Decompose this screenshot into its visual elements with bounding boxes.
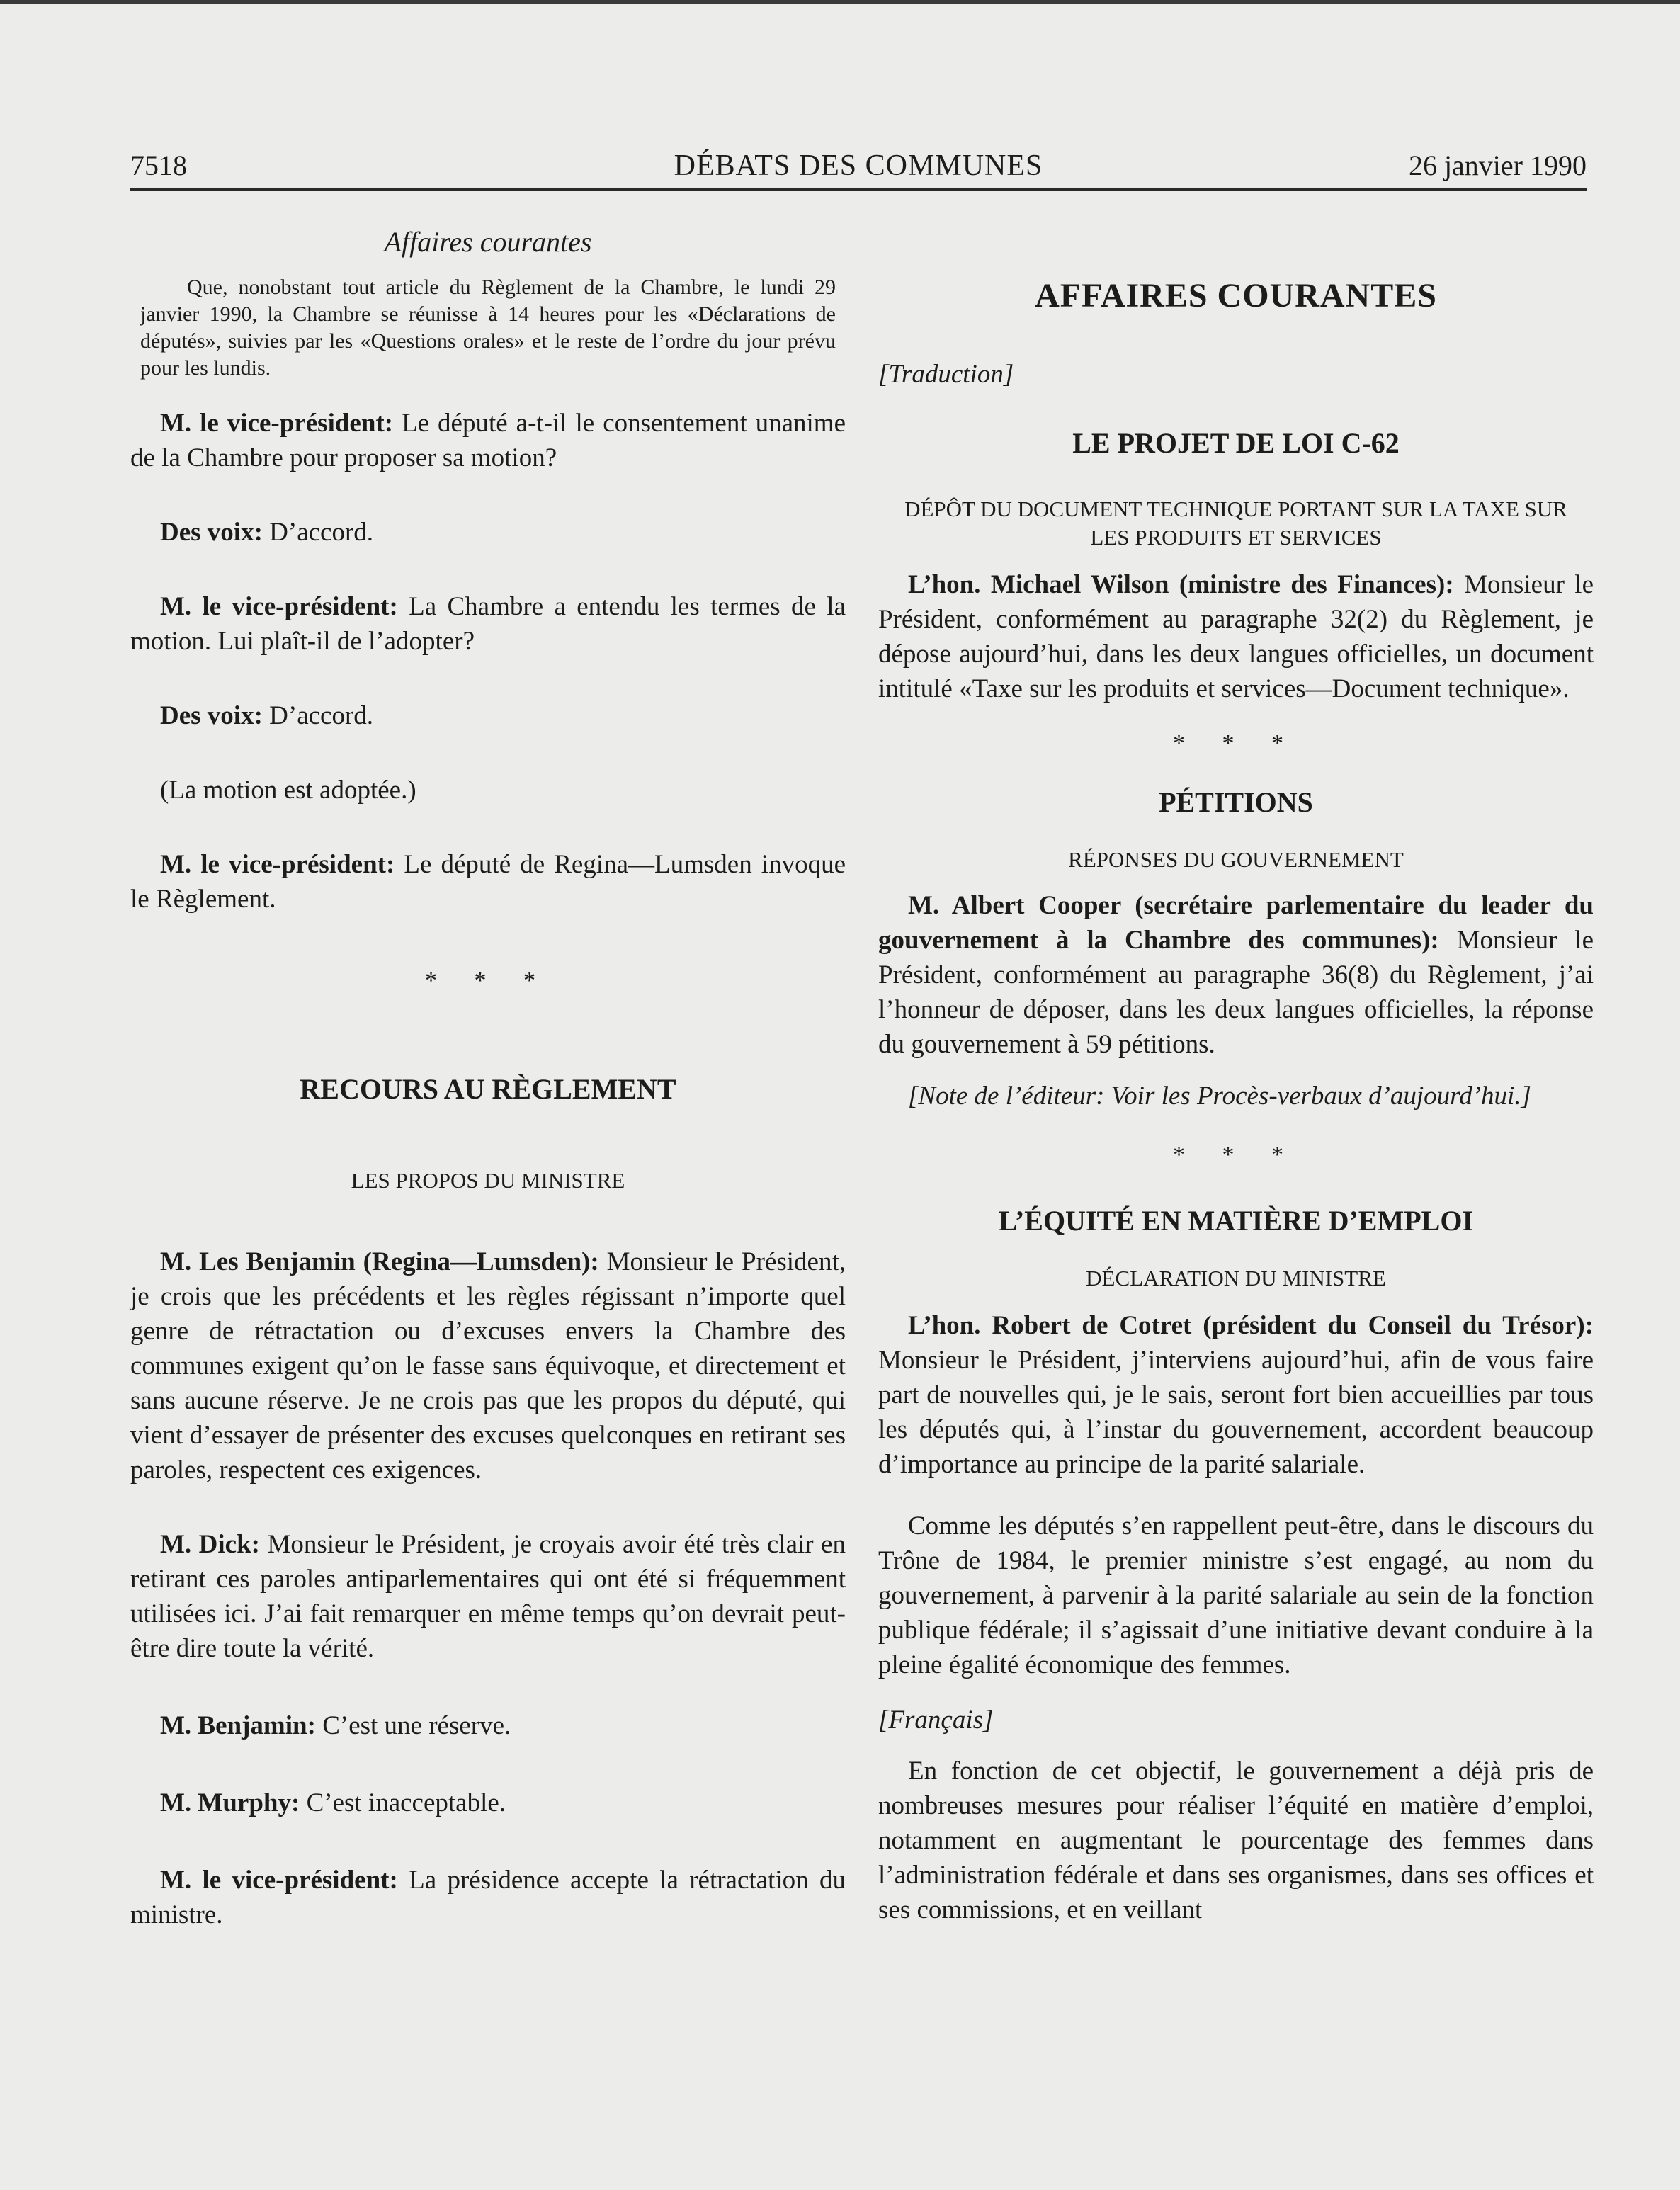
speaker: Des voix:	[160, 518, 263, 547]
section-subheading: DÉCLARATION DU MINISTRE	[1086, 1266, 1386, 1290]
speech-paragraph: L’hon. Michael Wilson (ministre des Finances): Monsieur le Président, conformément au paragraphe 32(2) du Règlement, je dépose aujourd’hui, dans les deux langues officielles, un document intitulé «Taxe sur les produits et services—Document technique».	[878, 570, 1594, 703]
main-heading: AFFAIRES COURANTES	[1035, 277, 1437, 314]
speech-paragraph: Des voix: D’accord.	[160, 701, 374, 730]
page-date: 26 janvier 1990	[1408, 149, 1587, 181]
translation-tag: [Traduction]	[878, 360, 1014, 389]
page-number: 7518	[130, 149, 187, 181]
speaker: L’hon. Robert de Cotret (président du Conseil du Trésor):	[908, 1311, 1594, 1340]
speech-paragraph: L’hon. Robert de Cotret (président du Conseil du Trésor): Monsieur le Président, j’interviens aujourd’hui, afin de vous faire part de nouvelles qui, je le sais, seront fort bien accueillies par tous les députés qui, à l’instar du gouvernement, accordent beaucoup d’importance au principe de la parité salariale.	[878, 1311, 1594, 1479]
section-subheading: RÉPONSES DU GOUVERNEMENT	[1068, 847, 1404, 872]
speech-paragraph: M. Murphy: C’est inacceptable.	[160, 1788, 506, 1817]
right-column	[878, 220, 1594, 1927]
section-separator: * * *	[425, 968, 551, 994]
left-column	[130, 220, 846, 1932]
speech-paragraph: Des voix: D’accord.	[160, 518, 374, 547]
speaker: L’hon. Michael Wilson (ministre des Finances):	[908, 570, 1454, 599]
section-separator: * * *	[1173, 1142, 1299, 1168]
body-paragraph: En fonction de cet objectif, le gouvernement a déjà pris de nombreuses mesures pour réaliser l’équité en matière d’emploi, notamment en augmentant le pourcentage des femmes dans l’administration fédérale et dans ses organismes, dans ses offices et ses commissions, et en veillant	[878, 1757, 1594, 1924]
speaker: M. Benjamin:	[160, 1711, 316, 1740]
section-subheading: Affaires courantes	[384, 226, 592, 258]
speech-paragraph: M. Albert Cooper (secrétaire parlementaire du leader du gouvernement à la Chambre des communes): Monsieur le Président, conformément au paragraphe 36(8) du Règlement, j’ai l’honneur de déposer, dans les deux langues officielles, la réponse du gouvernement à 59 pétitions.	[878, 891, 1594, 1059]
page-top-edge	[0, 0, 1680, 4]
section-heading: RECOURS AU RÈGLEMENT	[300, 1073, 676, 1105]
speech-paragraph: M. le vice-président: Le député de Regina—Lumsden invoque le Règlement.	[130, 850, 846, 914]
running-title: DÉBATS DES COMMUNES	[674, 149, 1043, 182]
section-subheading: DÉPÔT DU DOCUMENT TECHNIQUE PORTANT SUR LA TAXE SUR LES PRODUITS ET SERVICES	[904, 497, 1567, 550]
speaker: M. Murphy:	[160, 1788, 300, 1817]
french-tag: [Français]	[878, 1706, 994, 1735]
speaker: M. le vice-président:	[160, 850, 395, 879]
speaker: Des voix:	[160, 701, 263, 730]
speech-paragraph: M. le vice-président: La Chambre a entendu les termes de la motion. Lui plaît-il de l’adopter?	[130, 592, 846, 656]
motion-text: Que, nonobstant tout article du Règlement de la Chambre, le lundi 29 janvier 1990, la Chambre se réunisse à 14 heures pour les «Déclarations de députés», suivies par les «Questions orales» et le reste de l’ordre du jour prévu pour les lundis.	[140, 276, 836, 380]
speaker: M. Albert Cooper (secrétaire parlementaire du leader du gouvernement à la Chambre des communes):	[878, 891, 1594, 955]
page-header	[130, 143, 1587, 191]
body-paragraph: Comme les députés s’en rappellent peut-être, dans le discours du Trône de 1984, le premier ministre s’est engagé, au nom du gouvernement, à parvenir à la parité salariale au sein de la fonction publique fédérale; il s’agissait d’une initiative devant conduire à la pleine égalité économique des femmes.	[878, 1511, 1594, 1679]
section-heading: LE PROJET DE LOI C-62	[1072, 427, 1400, 459]
editor-note: [Note de l’éditeur: Voir les Procès-verbaux d’aujourd’hui.]	[908, 1082, 1531, 1111]
section-subheading: LES PROPOS DU MINISTRE	[351, 1168, 625, 1193]
speaker: M. Dick:	[160, 1530, 260, 1559]
section-heading: L’ÉQUITÉ EN MATIÈRE D’EMPLOI	[998, 1205, 1474, 1237]
speech-paragraph: M. le vice-président: Le député a-t-il le consentement unanime de la Chambre pour proposer sa motion?	[130, 409, 846, 472]
speaker: M. le vice-président:	[160, 409, 394, 438]
speaker: M. le vice-président:	[160, 592, 398, 621]
speech-paragraph: M. Dick: Monsieur le Président, je croyais avoir été très clair en retirant ces paroles antiparlementaires qui ont été si fréquemment utilisées ici. J’ai fait remarquer en même temps qu’on devrait peut-être dire toute la vérité.	[130, 1530, 846, 1663]
section-heading: PÉTITIONS	[1159, 786, 1313, 818]
speaker: M. le vice-président:	[160, 1866, 398, 1895]
speaker: M. Les Benjamin (Regina—Lumsden):	[160, 1247, 599, 1276]
speech-paragraph: M. Benjamin: C’est une réserve.	[160, 1711, 511, 1740]
speech-paragraph: M. le vice-président: La présidence accepte la rétractation du ministre.	[130, 1866, 846, 1929]
section-separator: * * *	[1173, 730, 1299, 756]
motion-adopted: (La motion est adoptée.)	[160, 776, 416, 805]
speech-paragraph: M. Les Benjamin (Regina—Lumsden): Monsieur le Président, je crois que les précédents et les règles régissant n’importe quel genre de rétractation ou d’excuses envers la Chambre des communes exigent qu’on le fasse sans équivoque, et directement et sans aucune réserve. Je ne crois pas que les propos du député, qui vient d’essayer de présenter des excuses quelconques en retirant ses paroles, respectent ces exigences.	[130, 1247, 846, 1485]
